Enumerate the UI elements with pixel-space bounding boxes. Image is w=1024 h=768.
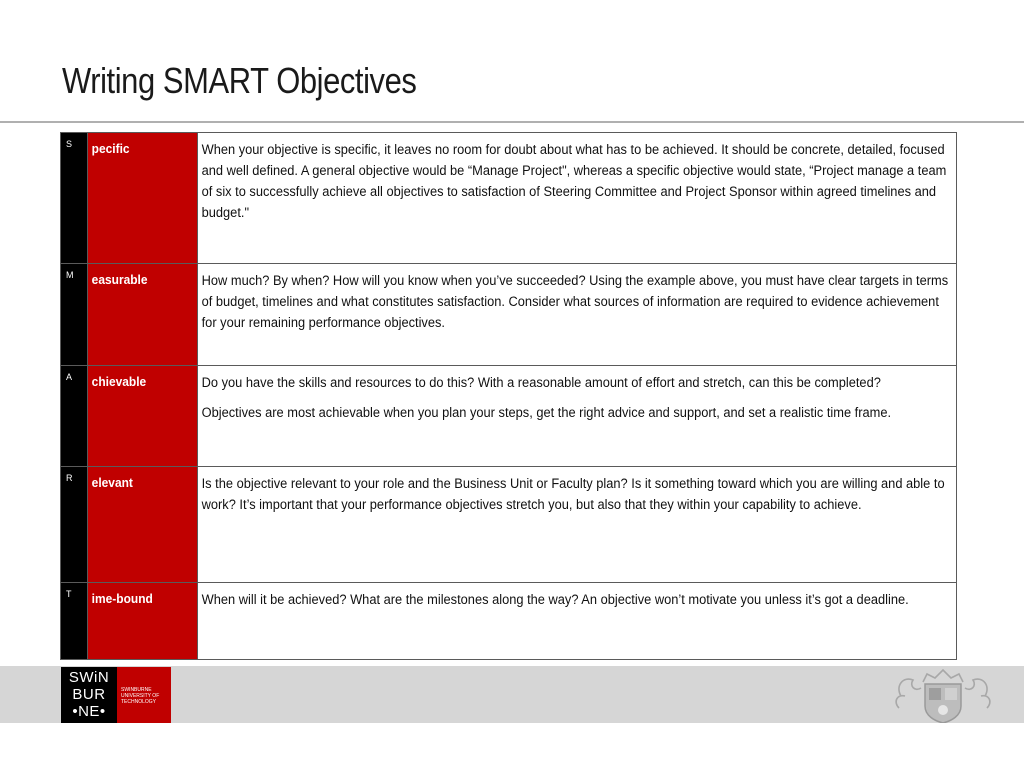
row-letter: R xyxy=(66,473,73,483)
row-word: ime-bound xyxy=(91,591,153,606)
swinburne-logo-text xyxy=(117,667,171,723)
row-word-cell xyxy=(88,264,198,366)
logo-line: •NE• xyxy=(72,703,106,720)
row-description-secondary: Objectives are most achievable when you plan your steps, get the right advice and support, and set a realistic time frame. xyxy=(201,405,892,421)
smart-table xyxy=(60,132,957,660)
university-crest-icon xyxy=(893,666,993,723)
logo-text-line: TECHNOLOGY xyxy=(121,699,157,705)
row-word-cell xyxy=(88,366,198,467)
row-description-cell xyxy=(198,133,957,264)
title-divider xyxy=(0,121,1024,123)
row-description-cell xyxy=(198,366,957,467)
table-row-achievable xyxy=(61,366,957,467)
row-letter-cell xyxy=(61,467,88,583)
row-description: Do you have the skills and resources to do this? With a reasonable amount of effort and stretch, can this be completed? xyxy=(201,375,881,391)
row-description: When your objective is specific, it leaves no room for doubt about what has to be achieved. It should be concrete, detailed, focused and well defined. A general objective would be “Manage Project", whereas a specific objective would state, “Project manage a team of six to successfully achieve all objectives to satisfaction of Steering Committee and Project Sponsor within agreed timelines and budget." xyxy=(201,142,947,221)
logo-line: BUR xyxy=(72,686,106,703)
row-description-cell xyxy=(198,467,957,583)
row-letter-cell xyxy=(61,366,88,467)
row-letter-cell xyxy=(61,133,88,264)
row-letter-cell xyxy=(61,583,88,660)
row-word: elevant xyxy=(91,475,133,490)
logo-line: SWiN xyxy=(68,669,110,686)
row-letter-cell xyxy=(61,264,88,366)
table-row-specific xyxy=(61,133,957,264)
logo-text-line: SWINBURNE xyxy=(121,687,152,693)
row-word: pecific xyxy=(91,141,130,156)
row-description-cell xyxy=(198,264,957,366)
row-description: When will it be achieved? What are the milestones along the way? An objective won’t motivate you unless it’s got a deadline. xyxy=(201,592,909,608)
swinburne-logo xyxy=(61,667,117,723)
row-letter: S xyxy=(66,139,73,149)
row-description-cell xyxy=(198,583,957,660)
row-word-cell xyxy=(88,467,198,583)
table-row-measurable xyxy=(61,264,957,366)
slide-title: Writing SMART Objectives xyxy=(62,60,417,101)
table-row-time-bound xyxy=(61,583,957,660)
row-word: easurable xyxy=(91,272,148,287)
table-row-relevant xyxy=(61,467,957,583)
row-letter: T xyxy=(66,589,72,599)
row-description: How much? By when? How will you know when you’ve succeeded? Using the example above, you must have clear targets in terms of budget, timelines and what constitutes satisfaction. Consider what sources of information are required to evidence achievement for your remaining performance objectives. xyxy=(201,273,949,331)
logo-text-line: UNIVERSITY OF xyxy=(121,693,160,699)
row-letter: M xyxy=(66,270,74,280)
row-word-cell xyxy=(88,583,198,660)
row-letter: A xyxy=(66,372,73,382)
row-word: chievable xyxy=(91,374,147,389)
row-word-cell xyxy=(88,133,198,264)
row-description: Is the objective relevant to your role and the Business Unit or Faculty plan? Is it something toward which you are willing and able to work? It’s important that your performance objectives stretch you, but also that they within your capability to achieve. xyxy=(201,476,945,513)
